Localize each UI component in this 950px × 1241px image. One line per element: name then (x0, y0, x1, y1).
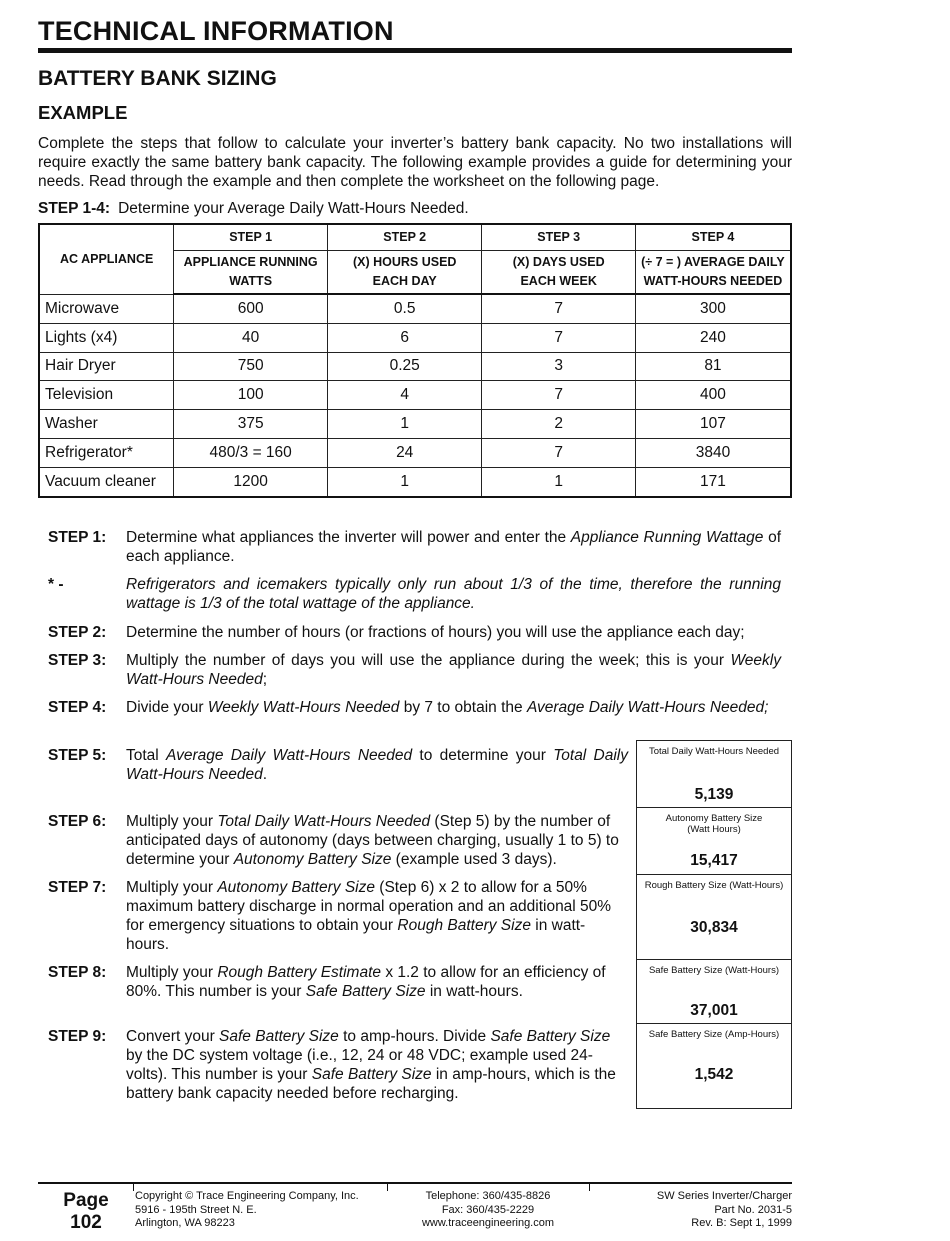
cell-days: 7 (482, 294, 635, 323)
cell-hours: 1 (327, 467, 481, 496)
col-header-step: STEP 2 (327, 224, 481, 250)
result-box-label: Safe Battery Size (Amp-Hours) (648, 1029, 780, 1040)
cell-days: 7 (482, 323, 635, 352)
table-row (39, 410, 791, 439)
cell-appliance: Hair Dryer (39, 352, 174, 381)
col-header-step: STEP 1 (174, 224, 328, 250)
step-text: Multiply your Autonomy Battery Size (Step 6) x 2 to allow for a 50% maximum battery discharge in normal operation and an additional 50% for emergency situations to obtain your Rough Battery Size in watt-hours. (126, 879, 612, 953)
step-label: STEP 9: (48, 1028, 107, 1045)
page-label: Page (63, 1190, 109, 1211)
table-row (39, 294, 791, 323)
step-text: Multiply your Rough Battery Estimate x 1.2 to allow for an efficiency of 80%. This number is your Safe Battery Size in watt-hours. (126, 964, 606, 1000)
section-heading: BATTERY BANK SIZING (38, 67, 277, 90)
step-4 (48, 698, 781, 717)
note-label: * - (48, 576, 64, 593)
result-boxes (636, 740, 792, 1109)
cell-avg-wh: 107 (635, 410, 791, 439)
step-1-4-line (38, 200, 469, 218)
result-box-label: Safe Battery Size (Watt-Hours) (648, 965, 780, 976)
cell-watts: 750 (174, 352, 328, 381)
page-number (38, 1190, 134, 1234)
col-subheader: (X) DAYS USED EACH WEEK (482, 250, 635, 294)
step-text: Determine what appliances the inverter will power and enter the Appliance Running Wattage of each appliance. (126, 529, 782, 565)
result-box-label: Total Daily Watt-Hours Needed (648, 746, 780, 757)
result-box-value: 1,542 (694, 1066, 734, 1083)
cell-appliance: Lights (x4) (39, 323, 174, 352)
cell-avg-wh: 3840 (635, 438, 791, 467)
step-1 (48, 528, 781, 566)
step-label: STEP 4: (48, 699, 107, 716)
step-label: STEP 8: (48, 964, 107, 981)
cell-watts: 375 (174, 410, 328, 439)
result-box-safe-ah (637, 1024, 791, 1108)
step-8 (48, 963, 628, 1001)
title-rule (38, 48, 792, 53)
cell-avg-wh: 81 (635, 352, 791, 381)
step-text: Multiply your Total Daily Watt-Hours Needed (Step 5) by the number of anticipated days of autonomy (days between charging, usually 1 to 5) to determine your Autonomy Battery Size (example used 3 days). (126, 813, 619, 868)
result-box-autonomy (637, 808, 791, 875)
cell-avg-wh: 400 (635, 381, 791, 410)
subsection-heading: EXAMPLE (38, 102, 128, 123)
footnote-refrigerator (48, 575, 781, 613)
step-7 (48, 878, 618, 954)
footer-address-line-1: 5916 - 195th Street N. E. (135, 1203, 257, 1216)
cell-hours: 4 (327, 381, 481, 410)
col-header-step: STEP 4 (635, 224, 791, 250)
footer-rule (38, 1182, 792, 1184)
cell-days: 2 (482, 410, 635, 439)
step-label: STEP 7: (48, 879, 107, 896)
cell-avg-wh: 300 (635, 294, 791, 323)
table-row (39, 467, 791, 496)
step-label: STEP 2: (48, 624, 107, 641)
step-text: Determine the number of hours (or fractions of hours) you will use the appliance each day; (126, 624, 745, 641)
col-header-appliance: AC APPLIANCE (39, 224, 174, 294)
step-6 (48, 812, 628, 869)
result-box-value: 15,417 (690, 852, 738, 869)
table-row (39, 381, 791, 410)
result-box-value: 5,139 (694, 786, 734, 803)
cell-avg-wh: 240 (635, 323, 791, 352)
footer-contact (388, 1190, 588, 1231)
page-number-value: 102 (70, 1212, 102, 1233)
result-box-total-daily (637, 741, 791, 808)
cell-watts: 480/3 = 160 (174, 438, 328, 467)
step-9 (48, 1027, 628, 1103)
cell-watts: 1200 (174, 467, 328, 496)
step-label: STEP 5: (48, 747, 107, 764)
note-text: Refrigerators and icemakers typically only run about 1/3 of the time, therefore the running wattage is 1/3 of the total wattage of the appliance. (126, 576, 781, 612)
step-1-4-label: STEP 1-4: (38, 200, 111, 217)
step-3 (48, 651, 781, 689)
cell-hours: 6 (327, 323, 481, 352)
step-text: Multiply the number of days you will use the appliance during the week; this is your Weekly Watt-Hours Needed; (126, 652, 781, 688)
footer-part-number: Part No. 2031-5 (714, 1203, 792, 1216)
cell-watts: 600 (174, 294, 328, 323)
result-box-rough (637, 875, 791, 960)
cell-appliance: Refrigerator* (39, 438, 174, 467)
footer-revision: Rev. B: Sept 1, 1999 (691, 1217, 792, 1229)
cell-days: 7 (482, 381, 635, 410)
col-subheader: (X) HOURS USED EACH DAY (327, 250, 481, 294)
cell-days: 1 (482, 467, 635, 496)
cell-days: 3 (482, 352, 635, 381)
footer-copyright: Copyright © Trace Engineering Company, Inc. (135, 1190, 359, 1202)
cell-hours: 1 (327, 410, 481, 439)
table-row (39, 323, 791, 352)
cell-hours: 0.25 (327, 352, 481, 381)
cell-appliance: Vacuum cleaner (39, 467, 174, 496)
col-subheader: APPLIANCE RUNNING WATTS (174, 250, 328, 294)
result-box-safe-wh (637, 960, 791, 1024)
cell-appliance: Washer (39, 410, 174, 439)
cell-avg-wh: 171 (635, 467, 791, 496)
col-header-step: STEP 3 (482, 224, 635, 250)
step-5 (48, 746, 628, 784)
step-label: STEP 3: (48, 652, 107, 669)
step-text: Total Average Daily Watt-Hours Needed to determine your Total Daily Watt-Hours Needed. (126, 747, 628, 783)
cell-hours: 0.5 (327, 294, 481, 323)
table-row (39, 438, 791, 467)
step-2 (48, 623, 781, 642)
step-1-4-text: Determine your Average Daily Watt-Hours Needed. (118, 200, 469, 217)
result-box-value: 30,834 (690, 919, 738, 936)
page-title: TECHNICAL INFORMATION (38, 16, 394, 46)
cell-hours: 24 (327, 438, 481, 467)
cell-watts: 40 (174, 323, 328, 352)
result-box-value: 37,001 (690, 1002, 738, 1019)
footer-company (135, 1190, 385, 1231)
appliance-table (38, 223, 792, 498)
footer-address-line-2: Arlington, WA 98223 (135, 1217, 235, 1229)
cell-appliance: Television (39, 381, 174, 410)
result-box-label: Rough Battery Size (Watt-Hours) (644, 880, 784, 891)
result-box-label: Autonomy Battery Size (Watt Hours) (665, 813, 763, 835)
footer-fax: Fax: 360/435-2229 (441, 1203, 535, 1216)
cell-days: 7 (482, 438, 635, 467)
step-text: Divide your Weekly Watt-Hours Needed by 7 to obtain the Average Daily Watt-Hours Needed; (126, 699, 769, 716)
footer-website: www.traceengineering.com (421, 1217, 555, 1229)
step-text: Convert your Safe Battery Size to amp-hours. Divide Safe Battery Size by the DC system voltage (i.e., 12, 24 or 48 VDC; example used 24-volts). This number is your Safe Battery Size in amp-hours, which is the battery bank capacity needed before recharging. (126, 1028, 616, 1102)
footer-product (590, 1190, 792, 1231)
table-row (39, 352, 791, 381)
step-label: STEP 6: (48, 813, 107, 830)
intro-paragraph: Complete the steps that follow to calculate your inverter’s battery bank capacity. No two installations will require exactly the same battery bank capacity. The following example provides a guide for determining your needs. Read through the example and then complete the worksheet on the following page. (38, 135, 792, 190)
col-subheader: (÷ 7 = ) AVERAGE DAILY WATT-HOURS NEEDED (635, 250, 791, 294)
footer-phone: Telephone: 360/435-8826 (425, 1190, 551, 1202)
cell-watts: 100 (174, 381, 328, 410)
step-label: STEP 1: (48, 529, 107, 546)
footer-product-name: SW Series Inverter/Charger (656, 1190, 792, 1202)
cell-appliance: Microwave (39, 294, 174, 323)
